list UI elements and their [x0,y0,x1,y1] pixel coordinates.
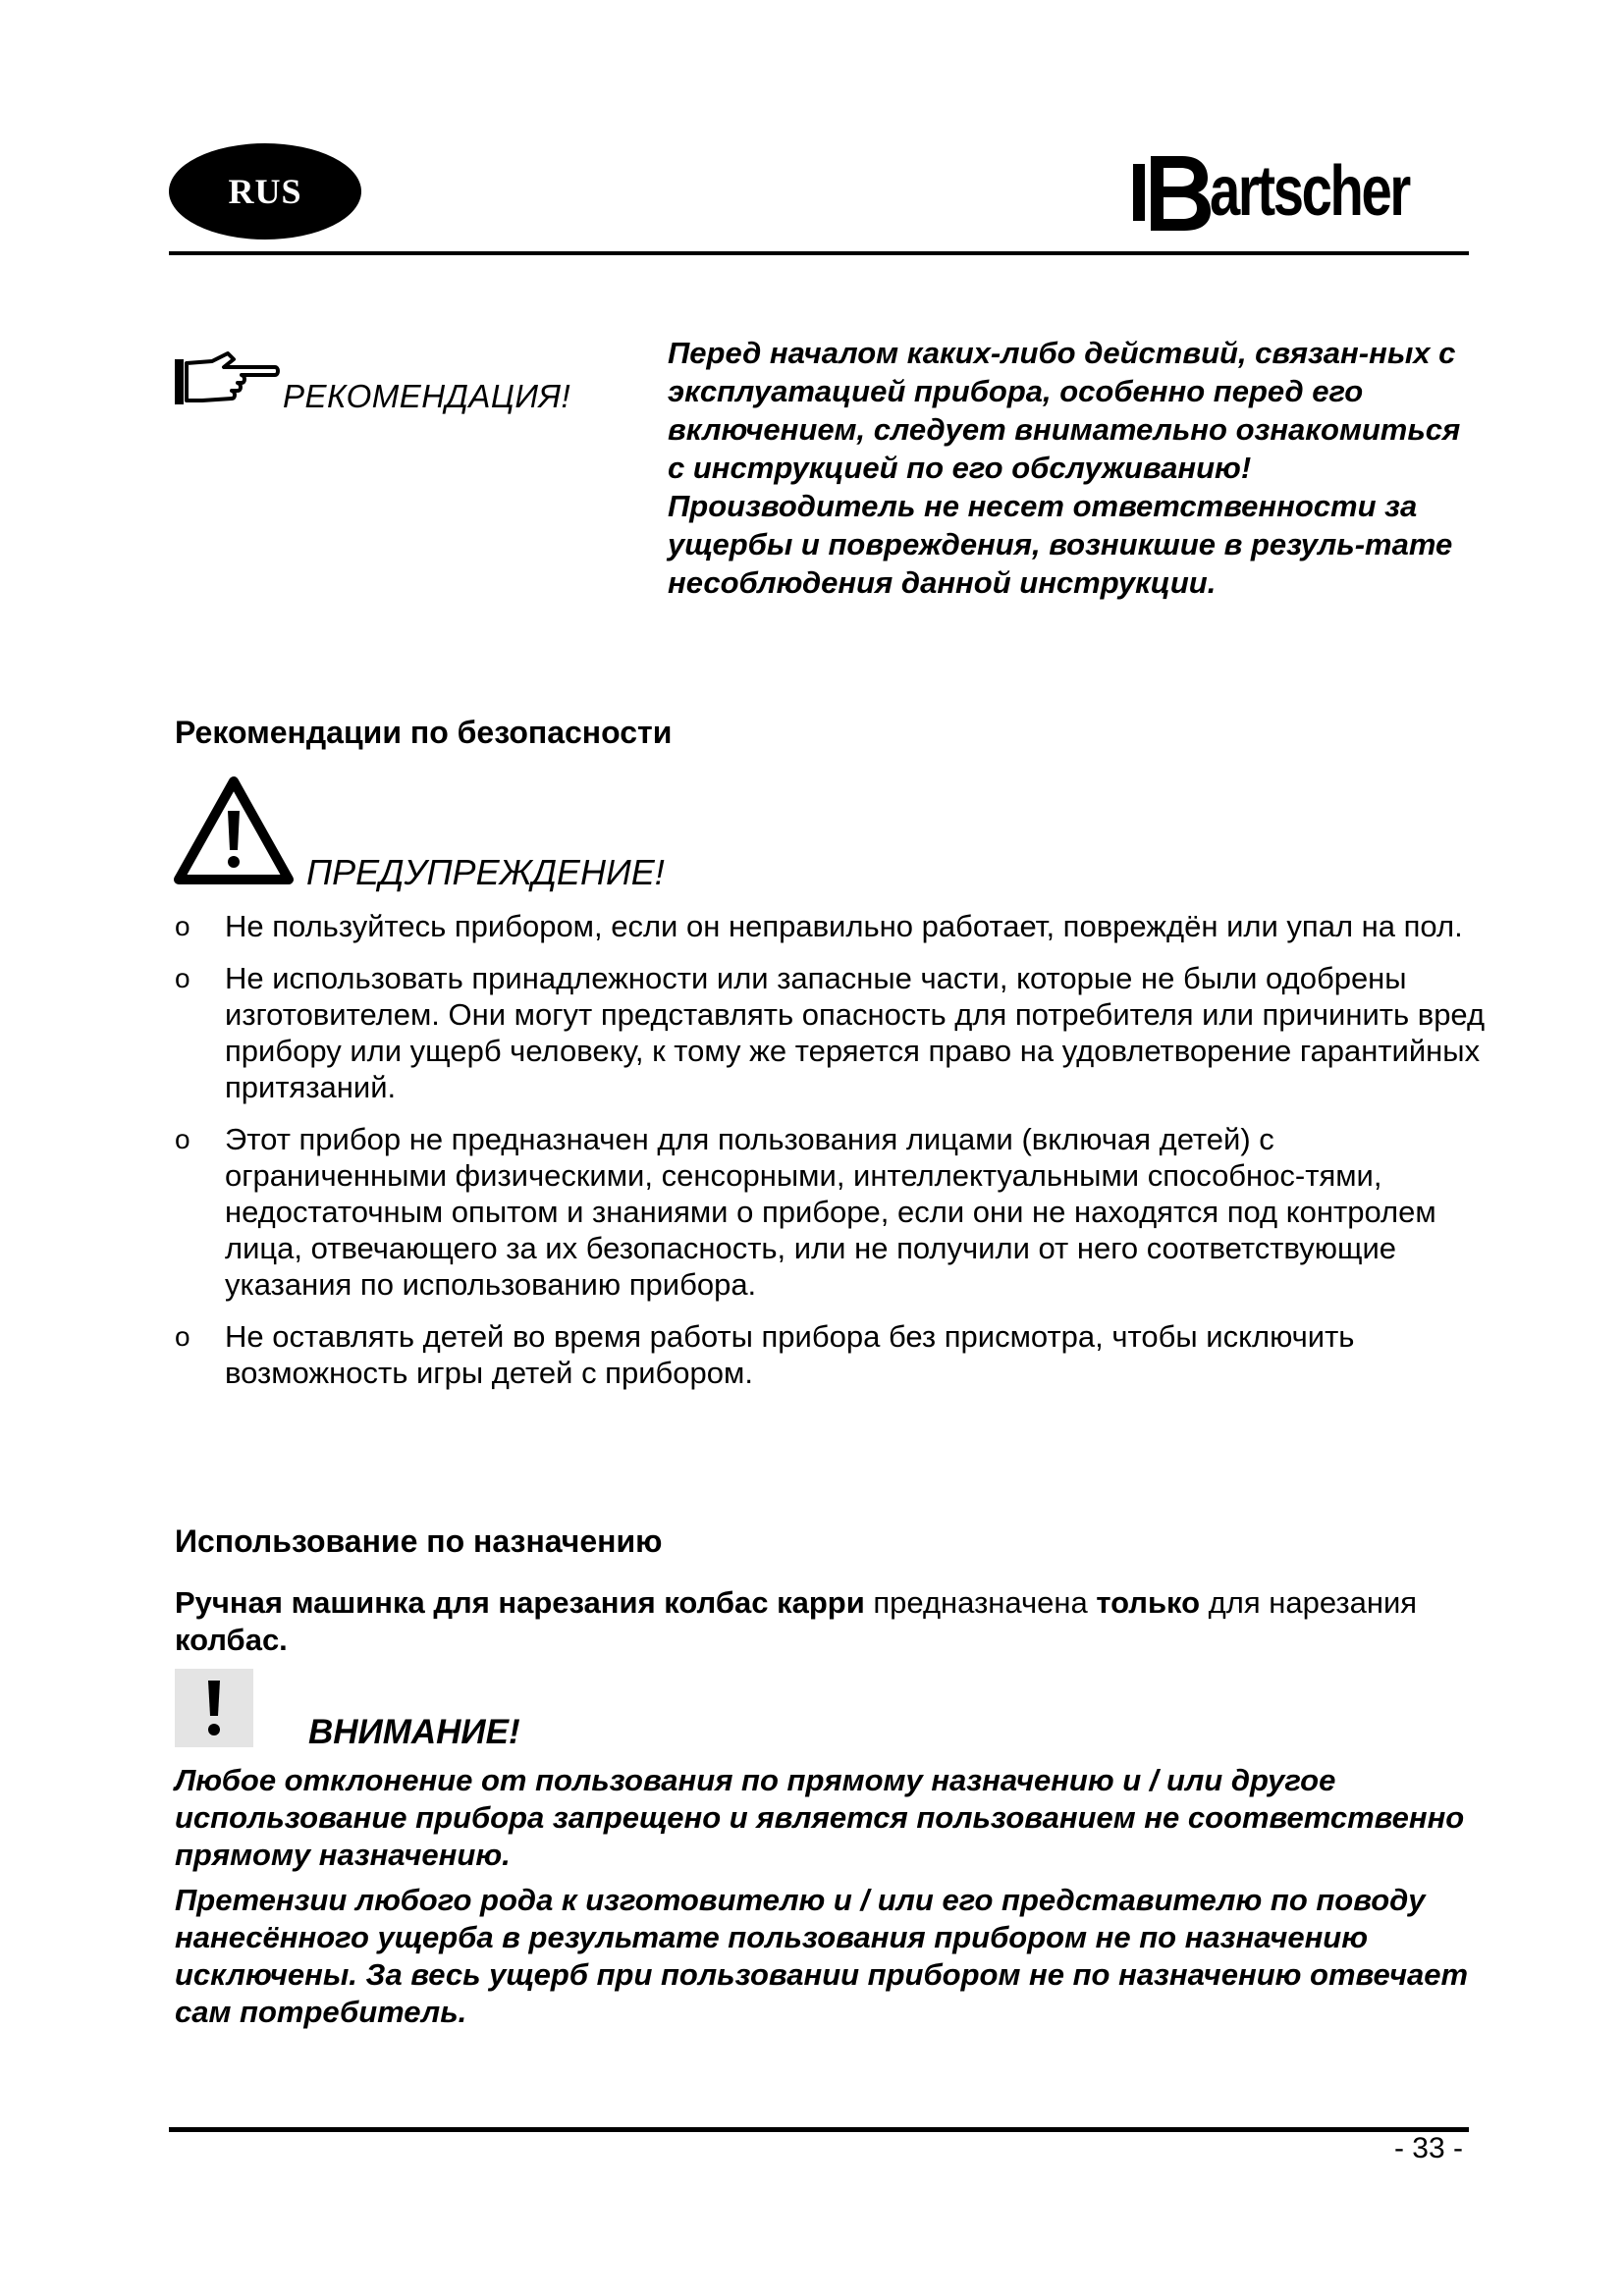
safety-heading: Рекомендации по безопасности [175,715,673,750]
intended-use-heading: Использование по назначению [175,1523,663,1559]
list-item [175,908,1490,944]
recommendation-paragraph: Производитель не несет ответственности за ущербы и повреждения, возникшие в резуль-тате несоблюдения данной инструкции. [668,489,1453,600]
pointing-hand-icon [173,349,281,415]
intended-emphasis: только [1096,1585,1201,1620]
language-badge [169,143,361,240]
attention-paragraph: Претензии любого рода к изготовителю и / или его представителю по поводу нанесённого ущерба в результате пользования прибором не по назначению исключены. За весь ущерб при пользовании прибором не по назначению отвечает сам потребитель. [175,1883,1469,2029]
exclamation-icon [175,1669,253,1747]
warning-triangle-icon [173,775,295,892]
bullet-marker: o [175,1321,190,1352]
intended-use-text [175,1584,1481,1659]
intended-text-part: для нарезания [1200,1585,1418,1620]
list-item-text: Не использовать принадлежности или запасные части, которые не были одобрены изготовителем. Они могут представлять опасность для потребителя или причинить вред прибору или ущерб человеку, к тому же теряется право на удовлетворение гарантийных притязаний. [225,961,1486,1104]
list-item [175,1121,1490,1303]
intended-text-part: предназначена [864,1585,1097,1620]
footer-rule [169,2127,1469,2132]
page-number: - 33 - [1393,2132,1463,2164]
recommendation-label: РЕКОМЕНДАЦИЯ! [283,378,571,414]
recommendation-text [668,334,1483,602]
attention-label: ВНИМАНИЕ! [308,1713,520,1751]
list-item-text: Не пользуйтесь прибором, если он неправильно работает, повреждён или упал на пол. [225,909,1463,943]
intended-emphasis: колбас. [175,1623,288,1657]
bullet-marker: o [175,963,190,993]
bullet-marker: o [175,911,190,941]
brand-logo [1131,147,1465,236]
brand-name: artscher [1209,152,1409,231]
header-rule [169,251,1469,255]
attention-paragraph: Любое отклонение от пользования по прямому назначению и / или другое использование прибора запрещено и является пользованием не соответственно прямому назначению. [175,1763,1465,1872]
product-name: Ручная машинка для нарезания колбас карри [175,1585,865,1620]
bullet-marker: o [175,1124,190,1154]
list-item [175,1318,1490,1391]
warning-label: ПРЕДУПРЕЖДЕНИЕ! [306,852,665,892]
list-item-text: Этот прибор не предназначен для пользования лицами (включая детей) с ограниченными физическими, сенсорными, интеллектуальными способнос-тями, недостаточным опытом и знаниями о приборе, если они не находятся под контролем лица, отвечающего за их безопасность, или не получили от него соответствующие указания по использованию прибора. [225,1122,1436,1302]
list-item [175,960,1490,1105]
list-item-text: Не оставлять детей во время работы прибора без присмотра, чтобы исключить возможность игры детей с прибором. [225,1319,1355,1390]
safety-list [175,908,1490,1407]
attention-text [175,1762,1490,2039]
brand-mark-icon [1131,150,1214,233]
recommendation-paragraph: Перед началом каких-либо действий, связан-ных с эксплуатацией прибора, особенно перед его включением, следует внимательно ознакомиться с инструкцией по его обслуживанию! [668,336,1461,485]
language-badge-label: RUS [228,172,302,211]
